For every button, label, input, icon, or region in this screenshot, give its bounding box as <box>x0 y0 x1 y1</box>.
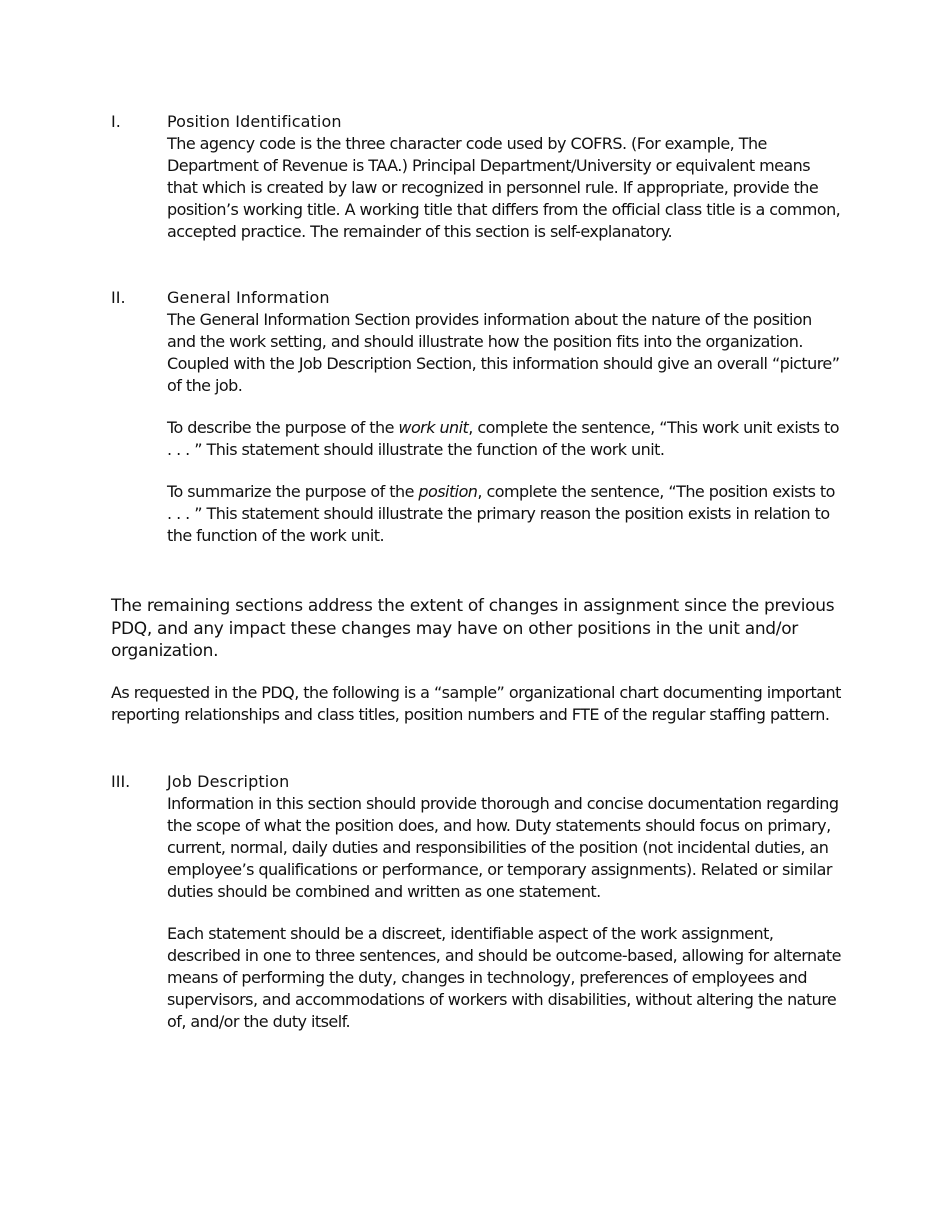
org-chart-note <box>111 682 841 726</box>
section-job-description <box>111 771 841 1033</box>
section-heading: Position Identification <box>167 112 342 131</box>
text-run: To summarize the purpose of the <box>167 482 419 501</box>
section-paragraph: The General Information Section provides information about the nature of the position and the work setting, and should illustrate how the position fits into the organization. Coupled with the Job Description Section, this information should give an overall “picture” of the job. <box>167 310 840 395</box>
work-unit-paragraph <box>167 417 841 461</box>
section-numeral: III. <box>111 772 131 791</box>
section-paragraph: Each statement should be a discreet, identifiable aspect of the work assignment, described in one to three sentences, and should be outcome-based, allowing for alternate means of performing the duty, changes in technology, preferences of employees and supervisors, and accommodations of workers with disabilities, without altering the nature of, and/or the duty itself. <box>167 924 841 1031</box>
emphasis-position: position <box>418 482 478 501</box>
section-heading: General Information <box>167 288 330 307</box>
position-paragraph <box>167 481 841 547</box>
remaining-sections-paragraph: The remaining sections address the extent of changes in assignment since the previous PDQ, and any impact these changes may have on other positions in the unit and/or organization. <box>111 596 835 661</box>
section-general-information <box>111 287 841 547</box>
section-paragraph: Information in this section should provide thorough and concise documentation regarding the scope of what the position does, and how. Duty statements should focus on primary, current, normal, daily duties and responsibilities of the position (not incidental duties, an employee’s qualifications or performance, or temporary assignments). Related or similar duties should be combined and written as one statement. <box>167 794 839 901</box>
section-paragraph: The agency code is the three character code used by COFRS. (For example, The Department of Revenue is TAA.) Principal Department/University or equivalent means that which is created by law or recognized in personnel rule. If appropriate, provide the position’s working title. A working title that differs from the official class title is a common, accepted practice. The remainder of this section is self-explanatory. <box>167 134 841 241</box>
org-chart-paragraph: As requested in the PDQ, the following is a “sample” organizational chart documenting important reporting relationships and class titles, position numbers and FTE of the regular staffing pattern. <box>111 683 841 724</box>
remaining-sections-note <box>111 595 841 663</box>
section-body <box>167 287 841 547</box>
text-run: , complete the sentence, “This work unit exists to . . . ” This statement should illustrate the function of the work unit. <box>167 418 840 459</box>
section-numeral: II. <box>111 288 126 307</box>
text-run: , complete the sentence, “The position exists to . . . ” This statement should illustrate the primary reason the position exists in relation to the function of the work unit. <box>167 482 835 545</box>
section-heading: Job Description <box>167 772 290 791</box>
section-numeral: I. <box>111 112 121 131</box>
section-position-identification <box>111 111 841 243</box>
emphasis-work-unit: work unit <box>398 418 469 437</box>
section-body <box>167 111 841 243</box>
text-run: To describe the purpose of the <box>167 418 399 437</box>
section-body <box>167 771 841 1033</box>
